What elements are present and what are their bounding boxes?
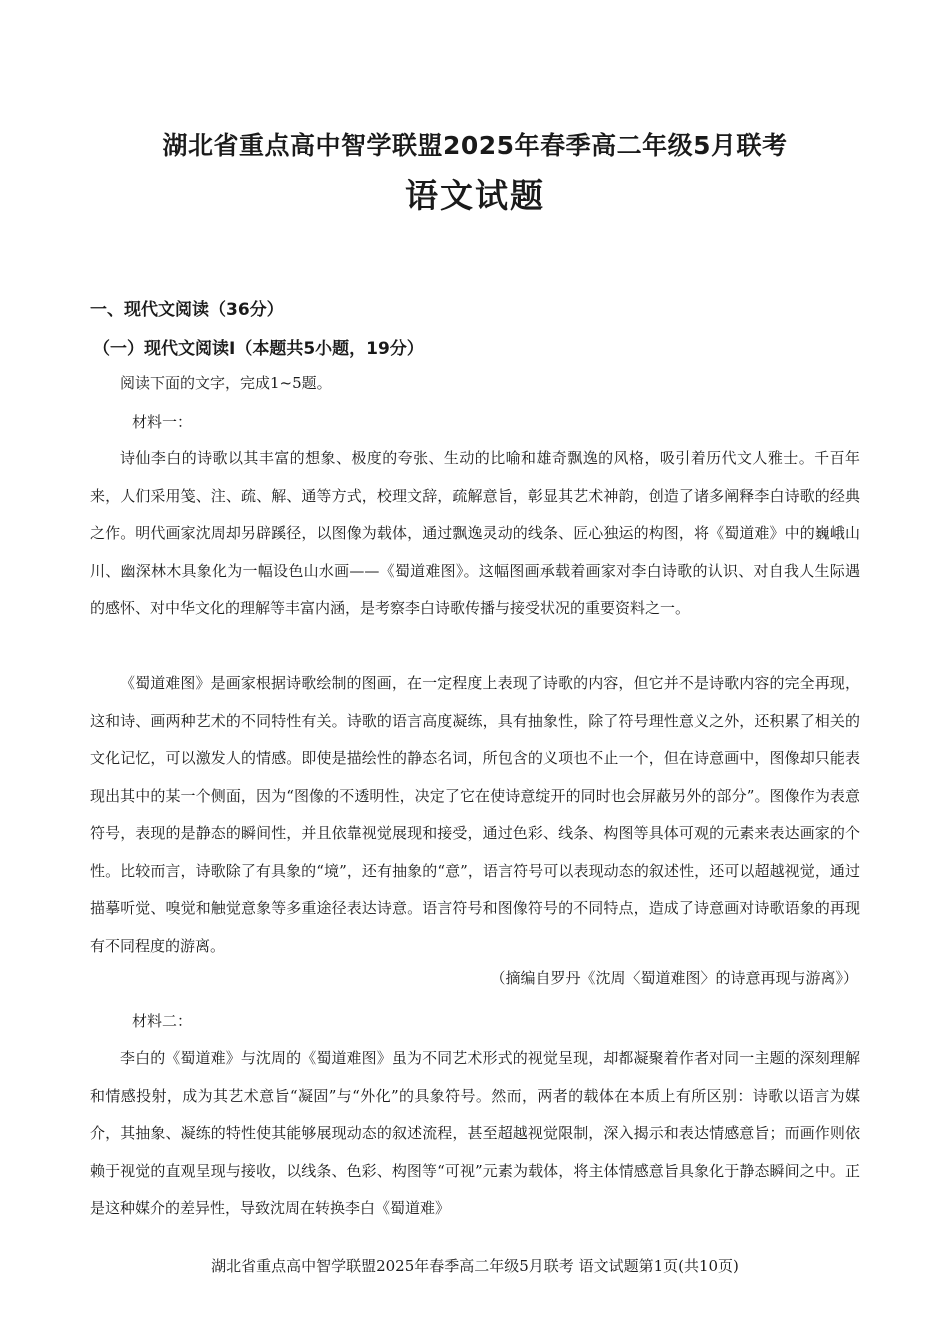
reading-instruction: 阅读下面的文字，完成1~5题。: [120, 374, 332, 392]
subsection-heading: （一）现代文阅读Ⅰ（本题共5小题，19分）: [93, 339, 424, 359]
material-1-paragraph: 《蜀道难图》是画家根据诗歌绘制的图画，在一定程度上表现了诗歌的内容，但它并不是诗歌内容的完全再现，这和诗、画两种艺术的不同特性有关。诗歌的语言高度凝练，具有抽象性，除了符号理性意义之外，还积累了相关的文化记忆，可以激发人的情感。即使是描绘性的静态名词，所包含的义项也不止一个，但在诗意画中，图像却只能表现出其中的某一个侧面，因为“图像的不透明性，决定了它在使诗意绽开的同时也会屏蔽另外的部分”。图像作为表意符号，表现的是静态的瞬间性，并且依靠视觉展现和接受，通过色彩、线条、构图等具体可观的元素来表达画家的个性。比较而言，诗歌除了有具象的“境”，还有抽象的“意”，语言符号可以表现动态的叙述性，还可以超越视觉，通过描摹听觉、嗅觉和触觉意象等多重途径表达诗意。语言符号和图像符号的不同特点，造成了诗意画对诗歌语象的再现有不同程度的游离。: [90, 674, 860, 955]
material-2-label: 材料二：: [132, 1012, 193, 1030]
page-footer: 湖北省重点高中智学联盟2025年春季高二年级5月联考 语文试题第1页(共10页): [211, 1257, 739, 1275]
exam-subject-title: 语文试题: [405, 176, 545, 215]
material-1-source: （摘编自罗丹《沈周〈蜀道难图〉的诗意再现与游离》）: [490, 969, 858, 987]
exam-title: 湖北省重点高中智学联盟2025年春季高二年级5月联考: [162, 131, 788, 160]
material-2-paragraph: 李白的《蜀道难》与沈周的《蜀道难图》虽为不同艺术形式的视觉呈现，却都凝聚着作者对同一主题的深刻理解和情感投射，成为其艺术意旨“凝固”与“外化”的具象符号。然而，两者的载体在本质上有所区别：诗歌以语言为媒介，其抽象、凝练的特性使其能够展现动态的叙述流程，甚至超越视觉限制，深入揭示和表达情感意旨；而画作则依赖于视觉的直观呈现与接收，以线条、色彩、构图等“可视”元素为载体，将主体情感意旨具象化于静态瞬间之中。正是这种媒介的差异性，导致沈周在转换李白《蜀道难》: [90, 1049, 860, 1217]
material-1-paragraph: 诗仙李白的诗歌以其丰富的想象、极度的夸张、生动的比喻和雄奇飘逸的风格，吸引着历代文人雅士。千百年来，人们采用笺、注、疏、解、通等方式，校理文辞，疏解意旨，彰显其艺术神韵，创造了诸多阐释李白诗歌的经典之作。明代画家沈周却另辟蹊径，以图像为载体，通过飘逸灵动的线条、匠心独运的构图，将《蜀道难》中的巍峨山川、幽深林木具象化为一幅设色山水画——《蜀道难图》。这幅图画承载着画家对李白诗歌的认识、对自我人生际遇的感怀、对中华文化的理解等丰富内涵，是考察李白诗歌传播与接受状况的重要资料之一。: [90, 449, 860, 617]
section-heading: 一、现代文阅读（36分）: [90, 300, 284, 320]
material-1-label: 材料一：: [132, 413, 193, 431]
